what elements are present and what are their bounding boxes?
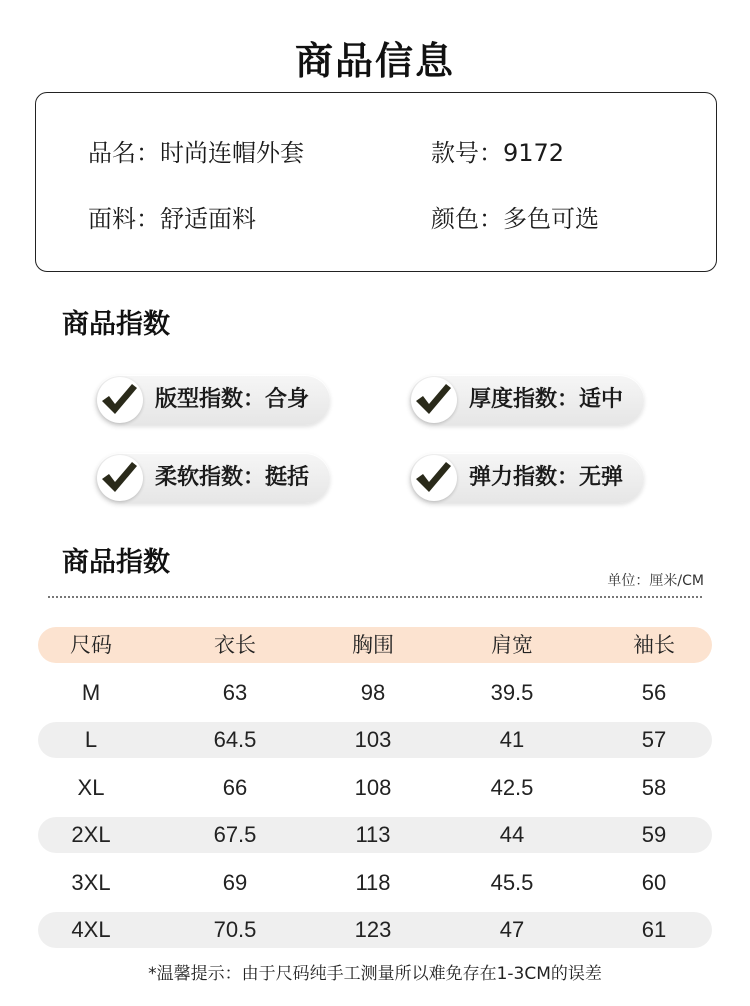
checkmark-icon — [97, 455, 143, 501]
table-cell: 61 — [641, 917, 667, 942]
product-info-box — [35, 92, 717, 272]
table-cell: 45.5 — [490, 869, 534, 895]
table-cell: 2XL — [71, 822, 111, 847]
index-pill-softness — [95, 453, 330, 503]
table-cell: 42.5 — [490, 774, 534, 800]
table-cell: 3XL — [71, 869, 111, 895]
table-cell: 98 — [360, 679, 386, 705]
table-cell: 58 — [641, 774, 667, 800]
table-cell: 56 — [641, 679, 667, 705]
table-cell: XL — [77, 774, 105, 800]
divider — [48, 596, 702, 598]
table-cell: 113 — [355, 822, 391, 847]
table-header-row — [38, 627, 712, 663]
table-row — [38, 817, 712, 853]
checkmark-icon — [411, 377, 457, 423]
index-pill-elasticity — [409, 453, 644, 503]
table-cell: L — [84, 727, 98, 752]
header-sleeve: 袖长 — [633, 633, 675, 657]
table-cell: 44 — [499, 822, 525, 847]
index-softness-text: 柔软指数：挺括 — [155, 465, 310, 490]
table-cell: 108 — [354, 774, 392, 800]
table-cell: 41 — [499, 727, 525, 752]
index-fit-text: 版型指数：合身 — [155, 387, 310, 412]
table-row — [38, 722, 712, 758]
table-cell: 123 — [354, 917, 392, 942]
table-row — [38, 865, 712, 901]
table-cell: M — [81, 679, 101, 705]
product-style-number: 款号：9172 — [431, 139, 565, 167]
checkmark-icon — [411, 455, 457, 501]
table-cell: 4XL — [71, 917, 111, 942]
product-color: 颜色：多色可选 — [431, 205, 599, 233]
table-cell: 60 — [641, 869, 667, 895]
size-table — [38, 627, 712, 960]
product-name: 品名：时尚连帽外套 — [88, 139, 304, 167]
index-pill-fit — [95, 375, 330, 425]
table-cell: 59 — [641, 822, 667, 847]
size-section-title: 商品指数 — [62, 547, 170, 578]
table-cell: 103 — [354, 727, 392, 752]
table-cell: 63 — [222, 679, 248, 705]
table-cell: 57 — [641, 727, 667, 752]
header-shoulder: 肩宽 — [491, 633, 533, 657]
header-chest: 胸围 — [352, 633, 394, 657]
footnote: *温馨提示：由于尺码纯手工测量所以难免存在1-3CM的误差 — [148, 964, 602, 984]
table-row — [38, 770, 712, 806]
table-cell: 39.5 — [490, 679, 534, 705]
page-title: 商品信息 — [294, 39, 455, 83]
header-size: 尺码 — [70, 633, 112, 657]
table-row — [38, 912, 712, 948]
table-cell: 66 — [222, 774, 248, 800]
index-section-title: 商品指数 — [62, 309, 170, 340]
table-cell: 69 — [222, 869, 248, 895]
table-cell: 64.5 — [213, 727, 257, 752]
table-cell: 70.5 — [213, 917, 257, 942]
index-elasticity-text: 弹力指数：无弹 — [469, 465, 624, 490]
unit-label: 单位：厘米/CM — [607, 573, 704, 589]
checkmark-icon — [97, 377, 143, 423]
product-fabric: 面料：舒适面料 — [88, 205, 256, 233]
index-pill-thickness — [409, 375, 644, 425]
table-cell: 118 — [355, 869, 391, 895]
header-length: 衣长 — [214, 633, 256, 657]
table-cell: 67.5 — [213, 822, 257, 847]
table-row — [38, 675, 712, 711]
table-cell: 47 — [499, 917, 525, 942]
index-thickness-text: 厚度指数：适中 — [469, 387, 624, 412]
